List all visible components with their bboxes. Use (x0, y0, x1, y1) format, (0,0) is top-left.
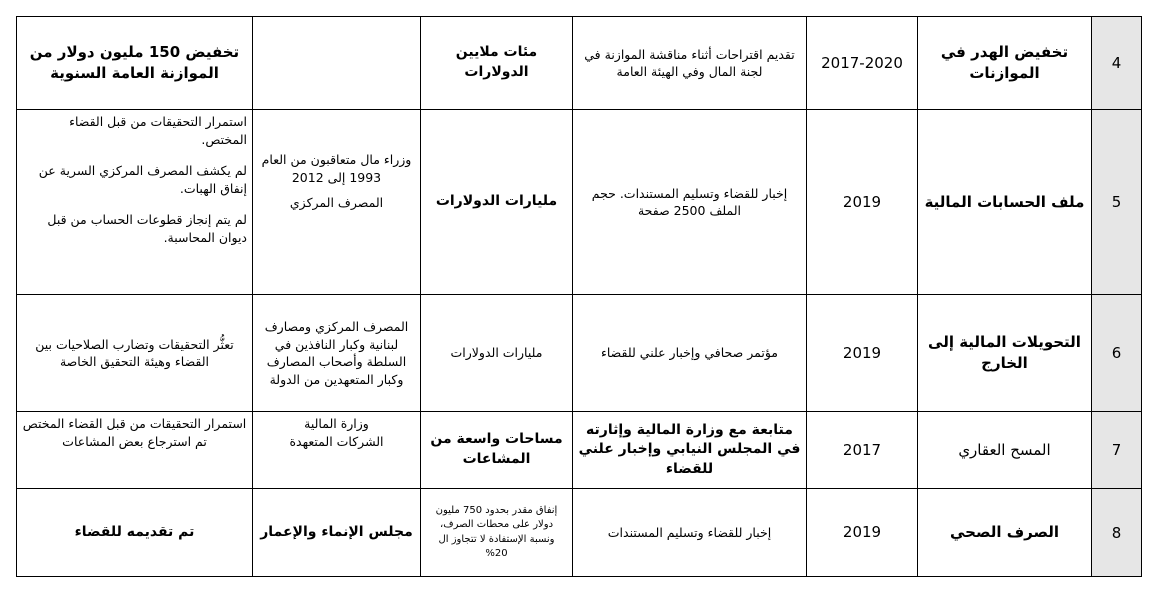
row-result: تعثُّر التحقيقات وتضارب الصلاحيات بين القضاء وهيئة التحقيق الخاصة (17, 295, 253, 412)
row-result (17, 110, 253, 295)
row-title: ملف الحسابات المالية (918, 110, 1092, 295)
row-amount: مئات ملايين الدولارات (421, 17, 573, 110)
row-parties: المصرف المركزي ومصارف لبنانية وكبار النافذين في السلطة وأصحاب المصارف وكبار المتعهدين من الدولة (253, 295, 421, 412)
table-row (17, 412, 1142, 489)
parties-line: وزارة المالية (304, 416, 369, 431)
table-row (17, 295, 1142, 412)
row-year: 2019 (807, 489, 918, 577)
result-paragraph: استمرار التحقيقات من قبل القضاء المختص. (69, 114, 247, 147)
row-year: 2019 (807, 110, 918, 295)
parties-line: المصرف المركزي (289, 195, 384, 210)
row-action: متابعة مع وزارة المالية وإثارته في المجلس النيابي وإخبار علني للقضاء (573, 412, 807, 489)
row-year: 2017-2020 (807, 17, 918, 110)
parties-line: وزراء مال متعاقبون من العام 1993 إلى 2012 (261, 152, 412, 185)
row-title: التحويلات المالية إلى الخارج (918, 295, 1092, 412)
row-result (17, 412, 253, 489)
row-amount: مساحات واسعة من المشاعات (421, 412, 573, 489)
result-line: تم استرجاع بعض المشاعات (62, 433, 207, 449)
result-paragraph: لم يتم إنجاز قطوعات الحساب من قبل ديوان المحاسبة. (47, 212, 247, 245)
table-row (17, 489, 1142, 577)
row-parties (253, 110, 421, 295)
result-paragraph: لم يكشف المصرف المركزي السرية عن إنفاق الهبات. (38, 163, 247, 196)
row-parties (253, 412, 421, 489)
row-number: 8 (1092, 489, 1142, 577)
table-row (17, 17, 1142, 110)
row-year: 2017 (807, 412, 918, 489)
row-number: 5 (1092, 110, 1142, 295)
row-number: 4 (1092, 17, 1142, 110)
parties-line: الشركات المتعهدة (289, 433, 384, 449)
row-number: 7 (1092, 412, 1142, 489)
row-year: 2019 (807, 295, 918, 412)
row-title: تخفيض الهدر في الموازنات (918, 17, 1092, 110)
result-line: استمرار التحقيقات من قبل القضاء المختص (22, 416, 247, 431)
row-action: إخبار للقضاء وتسليم المستندات (573, 489, 807, 577)
row-amount: مليارات الدولارات (421, 110, 573, 295)
row-action: تقديم اقتراحات أثناء مناقشة الموازنة في لجنة المال وفي الهيئة العامة (573, 17, 807, 110)
row-title: الصرف الصحي (918, 489, 1092, 577)
row-action: إخبار للقضاء وتسليم المستندات. حجم الملف 2500 صفحة (573, 110, 807, 295)
document-table (16, 16, 1142, 577)
row-number: 6 (1092, 295, 1142, 412)
row-result: تم تقديمه للقضاء (17, 489, 253, 577)
row-parties: مجلس الإنماء والإعمار (253, 489, 421, 577)
table-row (17, 110, 1142, 295)
row-title: المسح العقاري (918, 412, 1092, 489)
row-parties (253, 17, 421, 110)
row-amount: إنفاق مقدر بحدود 750 مليون دولار على محطات الصرف، ونسبة الإستفادة لا تتجاوز ال 20% (421, 489, 573, 577)
row-amount: مليارات الدولارات (421, 295, 573, 412)
row-action: مؤتمر صحافي وإخبار علني للقضاء (573, 295, 807, 412)
row-result: تخفيض 150 مليون دولار من الموازنة العامة السنوية (17, 17, 253, 110)
